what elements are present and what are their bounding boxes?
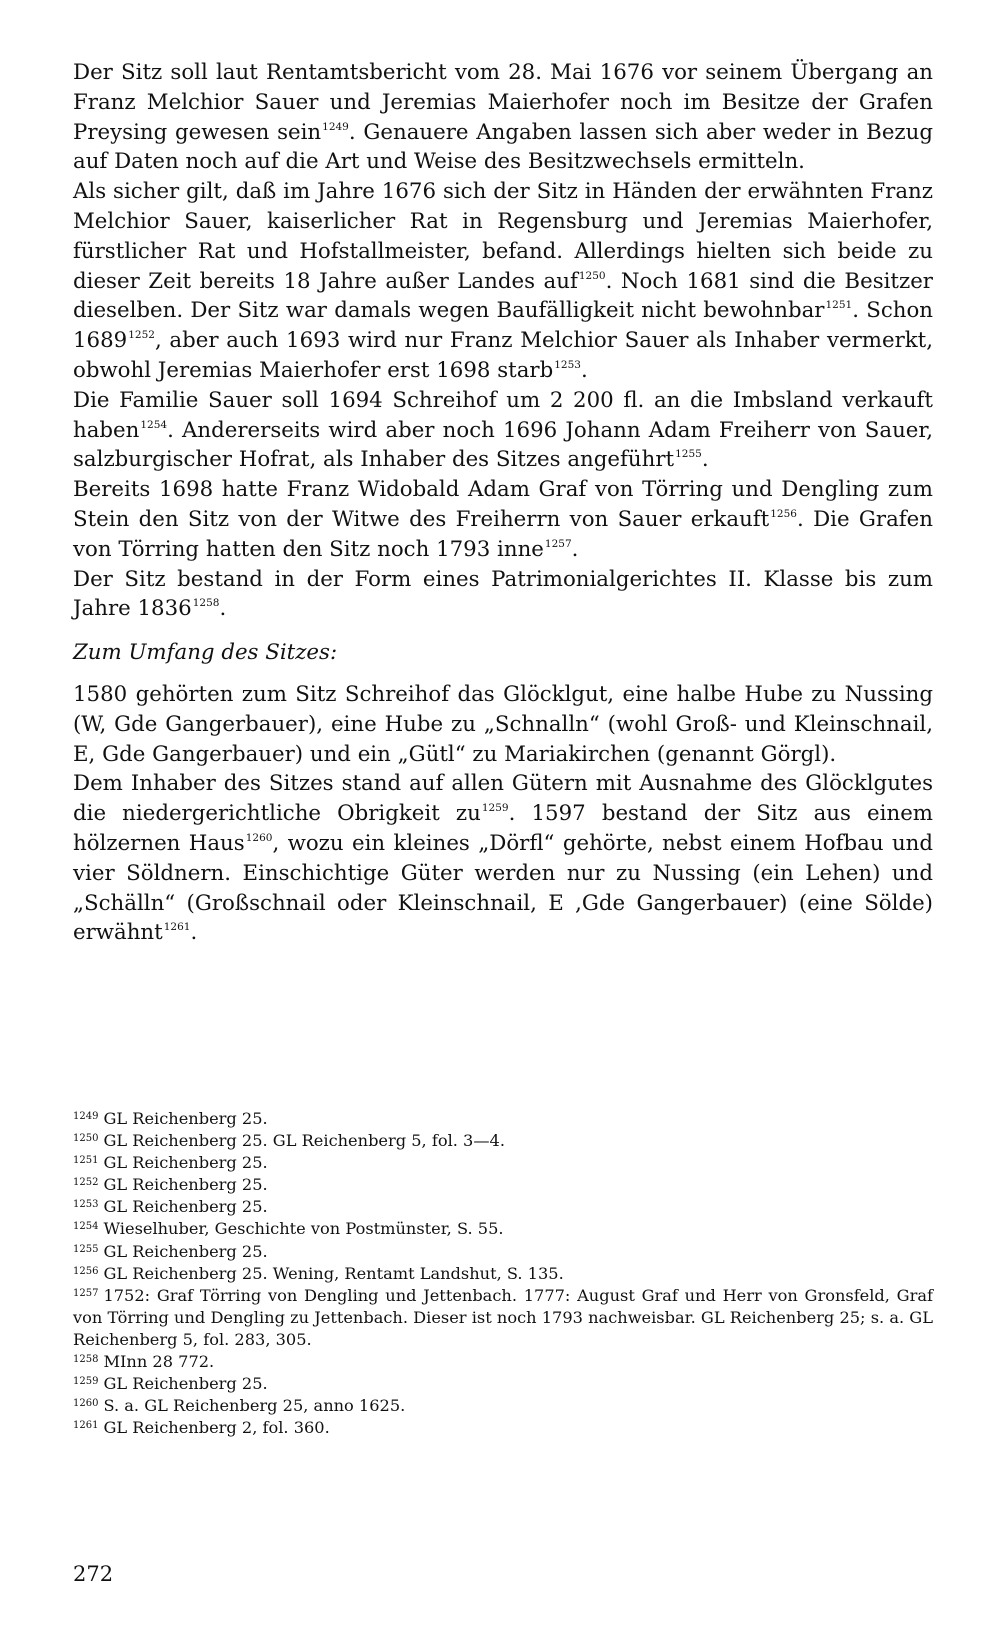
footnote xyxy=(73,1196,933,1218)
footnote-number: 1257 xyxy=(73,1287,99,1299)
footnote-reference: 1253 xyxy=(554,359,581,372)
footnote-text: GL Reichenberg 25. Wening, Rentamt Landshut, S. 135. xyxy=(103,1263,564,1283)
footnote xyxy=(73,1417,933,1439)
footnote xyxy=(73,1174,933,1196)
footnote-number: 1253 xyxy=(73,1199,99,1211)
paragraph-text: . 1597 bestand der Sitz aus einem hölzernen Haus xyxy=(73,801,933,856)
footnotes xyxy=(73,1108,933,1439)
paragraph-text: . xyxy=(219,596,227,622)
paragraph-text: . xyxy=(701,447,709,473)
footnote-text: GL Reichenberg 25. xyxy=(103,1241,268,1261)
paragraph-text: Die Familie Sauer soll 1694 Schreihof um 2 200 fl. an die Imbsland verkauft haben xyxy=(73,387,933,443)
paragraph-text: . xyxy=(580,357,588,383)
footnote-text: 1752: Graf Törring von Dengling und Jettenbach. 1777: August Graf und Herr von Gronsfeld, Graf von Törring und Dengling zu Jettenbach. Dieser ist noch 1793 nachweisbar. GL Reichenberg 25; s. a. GL Reichenberg 5, fol. 283, 305. xyxy=(73,1285,933,1349)
paragraph xyxy=(73,769,933,948)
footnote-text: GL Reichenberg 25. xyxy=(103,1197,268,1217)
footnote-number: 1249 xyxy=(73,1111,99,1122)
paragraph xyxy=(73,475,933,564)
paragraph-text: Zum Umfang des Sitzes: xyxy=(73,640,338,666)
footnote-number: 1256 xyxy=(73,1265,99,1277)
footnote xyxy=(73,1263,933,1285)
paragraph-text: 1580 gehörten zum Sitz Schreihof das Glöcklgut, eine halbe Hube zu Nussing (W, Gde Gangerbauer), eine Hube zu „Schnalln“ (wohl Groß- und Kleinschnail, E, Gde Gangerbauer) und ein „Gütl“ zu Mariakirchen (genannt Görgl). xyxy=(73,681,933,767)
footnote-text: GL Reichenberg 25. xyxy=(103,1153,268,1173)
footnote-reference: 1256 xyxy=(770,508,797,521)
footnote-number: 1254 xyxy=(73,1221,99,1233)
paragraph-text: . Die Grafen von Törring hatten den Sitz noch 1793 inne xyxy=(73,506,933,562)
footnote-text: GL Reichenberg 25. GL Reichenberg 5, fol. 3—4. xyxy=(103,1131,505,1151)
section-heading xyxy=(73,638,933,668)
paragraph-text: , wozu ein kleines „Dörfl“ gehörte, nebst einem Hofbau und vier Söldnern. Einschichtige Güter werden nur zu Nussing (ein Lehen) und „Schälln“ (Großschnail oder Kleinschnail, E ,Gde Gangerbauer) (eine Sölde) erwähnt xyxy=(73,830,934,946)
footnote xyxy=(73,1351,933,1373)
footnote-text: GL Reichenberg 25. xyxy=(103,1109,268,1128)
paragraph-text: Bereits 1698 hatte Franz Widobald Adam Graf von Törring und Dengling zum Stein den Sitz von der Witwe des Freiherrn von Sauer erkauft xyxy=(73,477,933,532)
footnote-number: 1250 xyxy=(73,1133,99,1145)
footnote-text: Wieselhuber, Geschichte von Postmünster, S. 55. xyxy=(103,1219,504,1239)
page-number: 272 xyxy=(73,1562,114,1586)
paragraph-text: . xyxy=(571,536,579,562)
main-text xyxy=(73,58,933,948)
footnote-number: 1251 xyxy=(73,1155,99,1167)
footnote-reference: 1258 xyxy=(192,597,220,610)
footnote-text: MInn 28 772. xyxy=(103,1352,215,1372)
paragraph-text: Dem Inhaber des Sitzes stand auf allen Gütern mit Ausnahme des Glöcklgutes die niedergerichtliche Obrigkeit zu xyxy=(73,771,933,827)
footnote-reference: 1259 xyxy=(481,802,509,815)
paragraph-text: Als sicher gilt, daß im Jahre 1676 sich der Sitz in Händen der erwähnten Franz Melchior Sauer, kaiserlicher Rat in Regensburg und Jeremias Maierhofer, fürstlicher Rat und Hofstallmeister, befand. Allerdings hielten sich beide zu dieser Zeit bereits 18 Jahre außer Landes auf xyxy=(73,179,933,294)
footnote-reference: 1250 xyxy=(578,269,606,282)
paragraph-text: . Schon 1689 xyxy=(73,298,933,354)
footnote-number: 1252 xyxy=(73,1177,99,1189)
paragraph-text: , aber auch 1693 wird nur Franz Melchior Sauer als Inhaber vermerkt, obwohl Jeremias Maierhofer erst 1698 starb xyxy=(73,328,933,383)
footnote xyxy=(73,1108,933,1130)
footnote-reference: 1251 xyxy=(825,299,853,312)
paragraph xyxy=(73,680,933,769)
footnote-text: GL Reichenberg 2, fol. 360. xyxy=(103,1418,330,1438)
footnote-text: S. a. GL Reichenberg 25, anno 1625. xyxy=(103,1396,406,1416)
paragraph-text: . Andererseits wird aber noch 1696 Johann Adam Freiherr von Sauer, salzburgischer Hofrat, als Inhaber des Sitzes angeführt xyxy=(73,417,933,473)
paragraph xyxy=(73,58,933,177)
footnote-reference: 1257 xyxy=(544,537,572,550)
paragraph xyxy=(73,386,933,475)
footnote-number: 1255 xyxy=(73,1243,99,1255)
footnote-reference: 1254 xyxy=(140,418,168,431)
paragraph-text: . Genauere Angaben lassen sich aber weder in Bezug auf Daten noch auf die Art und Weise des Besitzwechsels ermitteln. xyxy=(73,119,933,175)
footnote xyxy=(73,1285,933,1351)
paragraph xyxy=(73,177,933,386)
footnote-text: GL Reichenberg 25. xyxy=(103,1175,268,1195)
footnote xyxy=(73,1395,933,1417)
paragraph-text: . xyxy=(190,920,198,946)
paragraph-text: . Noch 1681 sind die Besitzer dieselben. Der Sitz war damals wegen Baufälligkeit nicht bewohnbar xyxy=(73,268,933,324)
paragraph-text: Der Sitz soll laut Rentamtsbericht vom 28. Mai 1676 vor seinem Übergang an Franz Melchior Sauer und Jeremias Maierhofer noch im Besitze der Grafen Preysing gewesen sein xyxy=(73,60,933,145)
footnote-number: 1258 xyxy=(73,1354,99,1366)
footnote xyxy=(73,1373,933,1395)
footnote-text: GL Reichenberg 25. xyxy=(103,1374,268,1394)
footnote-reference: 1261 xyxy=(163,921,191,934)
footnote-number: 1261 xyxy=(73,1420,99,1432)
footnote-reference: 1255 xyxy=(675,448,702,461)
footnote-reference: 1260 xyxy=(245,832,273,844)
footnote xyxy=(73,1218,933,1240)
footnote-reference: 1249 xyxy=(322,120,349,133)
footnote xyxy=(73,1152,933,1174)
paragraph xyxy=(73,565,933,625)
footnote xyxy=(73,1130,933,1152)
footnote xyxy=(73,1241,933,1263)
footnote-number: 1260 xyxy=(73,1398,99,1410)
paragraph-text: Der Sitz bestand in der Form eines Patrimonialgerichtes II. Klasse bis zum Jahre 1836 xyxy=(73,566,933,622)
footnote-reference: 1252 xyxy=(128,329,155,342)
footnote-number: 1259 xyxy=(73,1376,99,1388)
